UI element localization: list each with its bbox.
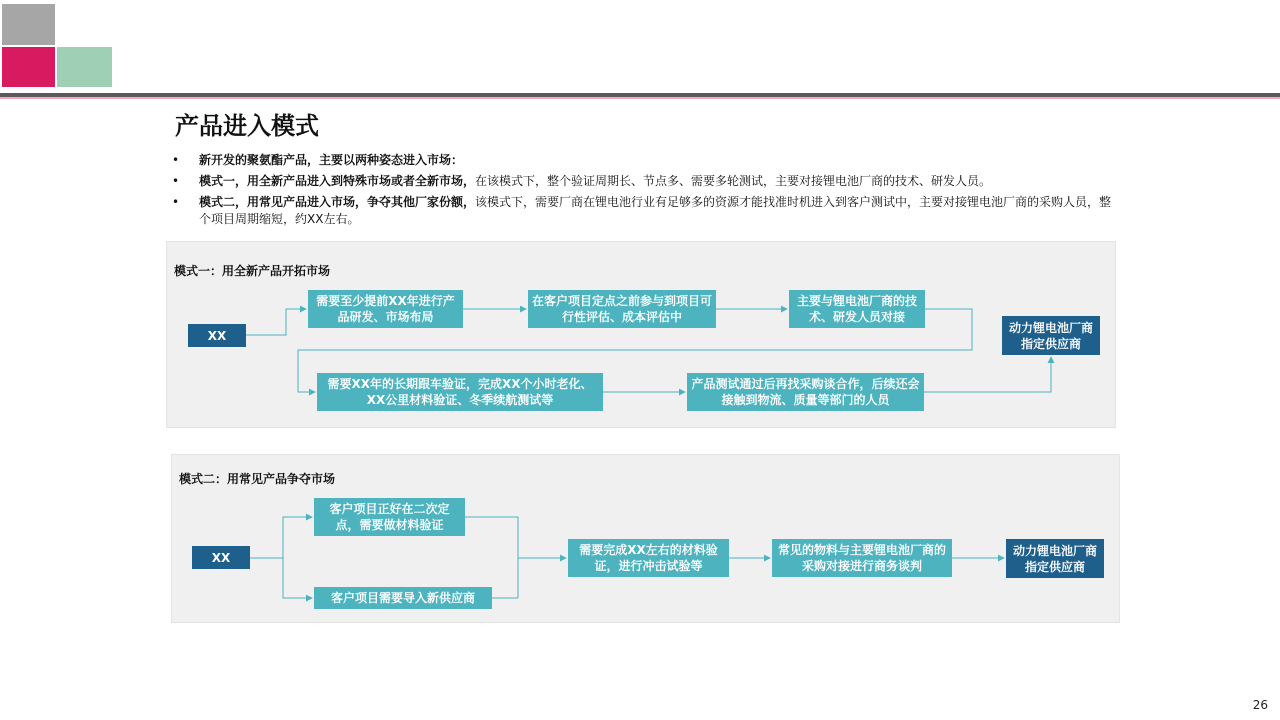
mode1-step1-box: 需要至少提前XX年进行产品研发、市场布局	[308, 290, 463, 328]
mode1-arrow-step5-end	[924, 357, 1051, 392]
page-title: 产品进入模式	[175, 112, 319, 140]
mode1-arrow-start-step1	[246, 309, 306, 335]
mode2-branch1-box: 客户项目正好在二次定点，需要做材料验证	[314, 498, 465, 536]
mode1-step3-box: 主要与锂电池厂商的技术、研发人员对接	[789, 290, 925, 328]
bullet-text: 该模式下，需要厂商在锂电池行业有足够多的资源才能找准时机进入到客户测试中，主要对接锂电池厂商的采购人员，整个项目周期缩短，约XX左右。	[199, 195, 1112, 226]
bullet-text: 在该模式下，整个验证周期长、节点多、需要多轮测试，主要对接锂电池厂商的技术、研发人员。	[475, 174, 992, 188]
mode2-end-box: 动力锂电池厂商指定供应商	[1006, 539, 1104, 578]
mode1-end-box: 动力锂电池厂商指定供应商	[1002, 316, 1100, 355]
mode2-arrow-branch1	[283, 517, 312, 558]
mode2-start-box: XX	[192, 546, 250, 569]
mode1-title: 模式一：用全新产品开拓市场	[174, 264, 331, 278]
mode1-step2-box: 在客户项目定点之前参与到项目可行性评估、成本评估中	[528, 290, 716, 328]
mode2-title: 模式二：用常见产品争夺市场	[179, 472, 336, 486]
page-number: 26	[1252, 698, 1268, 712]
mode2-step3-box: 需要完成XX左右的材料验证，进行冲击试验等	[568, 539, 729, 577]
bullet-icon: •	[172, 195, 180, 209]
bullet-icon: •	[172, 174, 180, 188]
mode1-step5-box: 产品测试通过后再找采购谈合作，后续还会接触到物流、质量等部门的人员	[687, 373, 924, 411]
mode1-start-box: XX	[188, 324, 246, 347]
mode2-merge-branch1	[465, 517, 518, 598]
mode2-arrow-branch2	[283, 558, 312, 598]
bullet-bold: 模式二，用常见产品进入市场，争夺其他厂家份额，	[199, 195, 476, 209]
bullet-bold: 新开发的聚氨酯产品，主要以两种姿态进入市场：	[199, 153, 464, 167]
bullet-icon: •	[172, 153, 180, 167]
mode1-step4-box: 需要XX年的长期跟车验证，完成XX个小时老化、XX公里材料验证、冬季续航测试等	[317, 373, 603, 411]
mode2-step4-box: 常见的物料与主要锂电池厂商的采购对接进行商务谈判	[772, 539, 952, 577]
mode2-branch2-box: 客户项目需要导入新供应商	[314, 587, 492, 609]
bullet-bold: 模式一，用全新产品进入到特殊市场或者全新市场，	[199, 174, 476, 188]
